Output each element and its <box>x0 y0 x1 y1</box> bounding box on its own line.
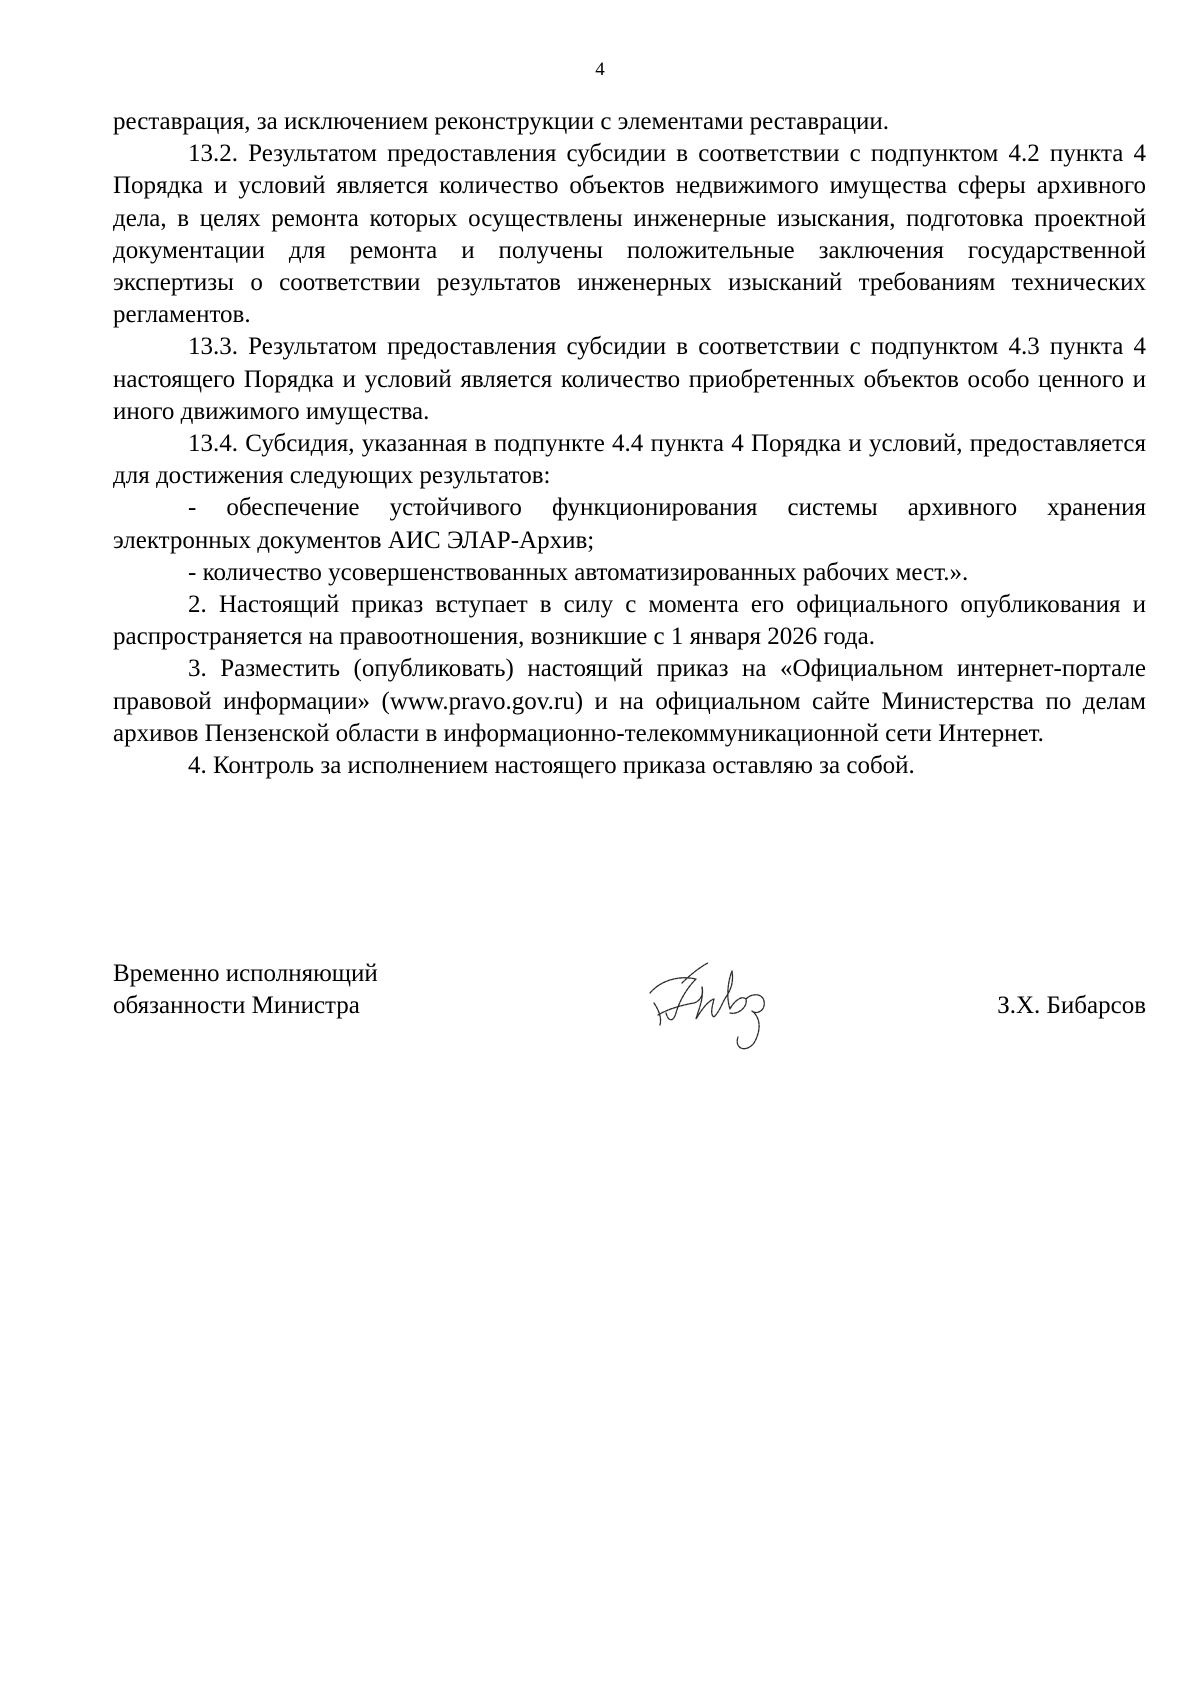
document-body <box>113 106 1146 782</box>
paragraph-13-2: 13.2. Результатом предоставления субсидии в соответствии с подпунктом 4.2 пункта 4 Порядка и условий является количество объектов недвижимого имущества сферы архивного дела, в целях ремонта которых осуществлены инженерные изыскания, подготовка проектной документации для ремонта и получены положительные заключения государственной экспертизы о соответствии результатов инженерных изысканий требованиям технических регламентов. <box>113 140 1146 329</box>
signatory-title <box>113 958 473 1022</box>
paragraph-13-3: 13.3. Результатом предоставления субсидии в соответствии с подпунктом 4.3 пункта 4 настоящего Порядка и условий является количество приобретенных объектов особо ценного и иного движимого имущества. <box>113 333 1146 425</box>
signatory-title-line-1: Временно исполняющий <box>113 960 378 987</box>
signature-block <box>113 958 1146 1068</box>
paragraph-continuation: реставрация, за исключением реконструкции с элементами реставрации. <box>113 108 890 135</box>
paragraph-4: 4. Контроль за исполнением настоящего приказа оставляю за собой. <box>188 752 915 780</box>
paragraph-3: 3. Разместить (опубликовать) настоящий приказ на «Официальном интернет-портале правовой информации» (www.pravo.gov.ru) и на официальном сайте Министерства по делам архивов Пензенской области в информационно-телекоммуникационной сети Интернет. <box>113 655 1146 747</box>
list-item-result-2: - количество усовершенствованных автоматизированных рабочих мест.». <box>188 558 969 586</box>
paragraph-2: 2. Настоящий приказ вступает в силу с момента его официального опубликования и распространяется на правоотношения, возникшие с 1 января 2026 года. <box>113 591 1146 651</box>
signatory-title-line-2: обязанности Министра <box>113 992 360 1019</box>
signatory-name: З.Х. Бибарсов <box>997 992 1146 1019</box>
page-number: 4 <box>595 59 605 80</box>
list-item-result-1: - обеспечение устойчивого функционирования системы архивного хранения электронных документов АИС ЭЛАР-Архив; <box>113 494 1146 554</box>
paragraph-13-4: 13.4. Субсидия, указанная в подпункте 4.4 пункта 4 Порядка и условий, предоставляется для достижения следующих результатов: <box>113 430 1146 490</box>
handwritten-signature <box>638 953 788 1063</box>
